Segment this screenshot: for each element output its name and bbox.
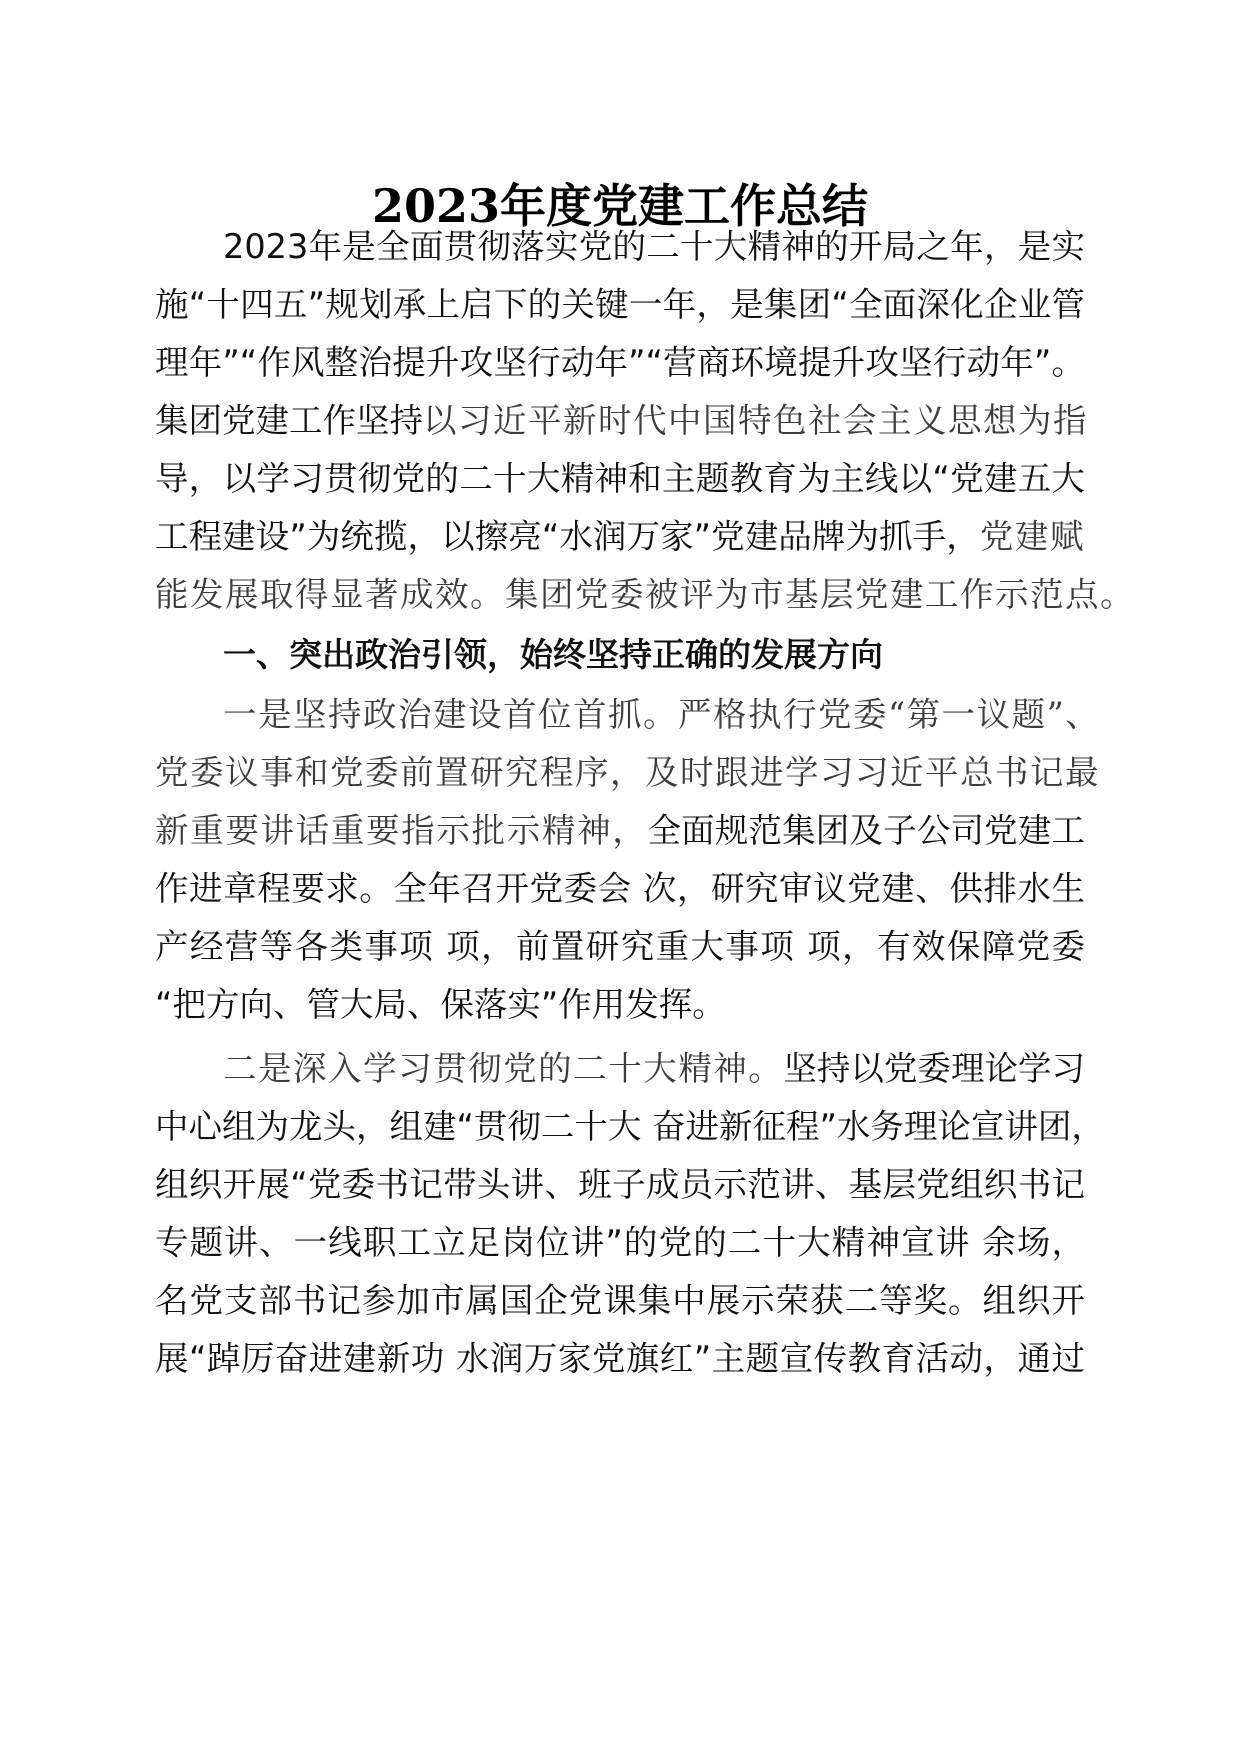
- section-heading-1: 一、突出政治引领，始终坚持正确的发展方向: [223, 635, 883, 674]
- body-line-14: “把方向、管大局、保落实”作用发挥。: [155, 985, 726, 1024]
- body-line-18: 专题讲、一线职工立足岗位讲”的党的二十大精神宣讲 余场，: [155, 1223, 1085, 1262]
- body-line-15-text: 二是深入学习贯彻党的二十大精神。: [223, 1049, 784, 1088]
- body-line-20: 展“踔厉奋进建新功 水润万家党旗红”主题宣传教育活动，通过: [155, 1339, 1085, 1378]
- body-line-4-prefix: 集团党建工作坚持: [155, 401, 423, 440]
- body-line-19: 名党支部书记参加市属国企党课集中展示荣获二等奖。组织开: [155, 1281, 1085, 1320]
- body-line-17: 组织开展“党委书记带头讲、班子成员示范讲、基层党组织书记: [155, 1165, 1085, 1204]
- body-line-9: 一是坚持政治建设首位首抓。严格执行党委“第一议题”、: [223, 695, 1101, 734]
- body-line-7: 能发展取得显著成效。集团党委被评为市基层党建工作示范点。: [155, 575, 1135, 614]
- body-line-4: [155, 392, 1088, 450]
- body-line-6-text: 工程建设”为统揽，以擦亮“水润万家”党建品牌为抓手，: [155, 517, 980, 556]
- body-line-12: 作进章程要求。全年召开党委会 次，研究审议党建、供排水生: [155, 869, 1085, 908]
- body-line-6-suffix: 党建赋: [979, 517, 1086, 556]
- body-line-6: [155, 508, 1085, 566]
- body-line-3: 理年”“作风整治提升攻坚行动年”“营商环境提升攻坚行动年”。: [155, 343, 1085, 382]
- body-line-11-text: 新重要讲话重要指示批示精神，: [155, 811, 648, 850]
- body-line-16: 中心组为龙头，组建“贯彻二十大 奋进新征程”水务理论宣讲团，: [155, 1107, 1105, 1146]
- body-line-15: [155, 1040, 1085, 1098]
- body-line-13: 产经营等各类事项 项，前置研究重大事项 项，有效保障党委: [155, 927, 1085, 966]
- body-line-2: 施“十四五”规划承上启下的关键一年，是集团“全面深化企业管: [155, 285, 1085, 324]
- body-line-5: 导，以学习贯彻党的二十大精神和主题教育为主线以“党建五大: [155, 459, 1085, 498]
- body-line-10: 党委议事和党委前置研究程序，及时跟进学习习近平总书记最: [155, 753, 1100, 792]
- document-title: 2023年度党建工作总结: [371, 179, 869, 233]
- body-line-15-suffix: 坚持以党委理论学习: [783, 1049, 1086, 1088]
- body-line-4-text: 以习近平新时代中国特色社会主义思想为指: [423, 401, 1088, 440]
- body-line-11: [155, 802, 1085, 860]
- body-line-1: 2023年是全面贯彻落实党的二十大精神的开局之年，是实: [223, 227, 1085, 266]
- body-line-11-suffix: 全面规范集团及子公司党建工: [647, 811, 1086, 850]
